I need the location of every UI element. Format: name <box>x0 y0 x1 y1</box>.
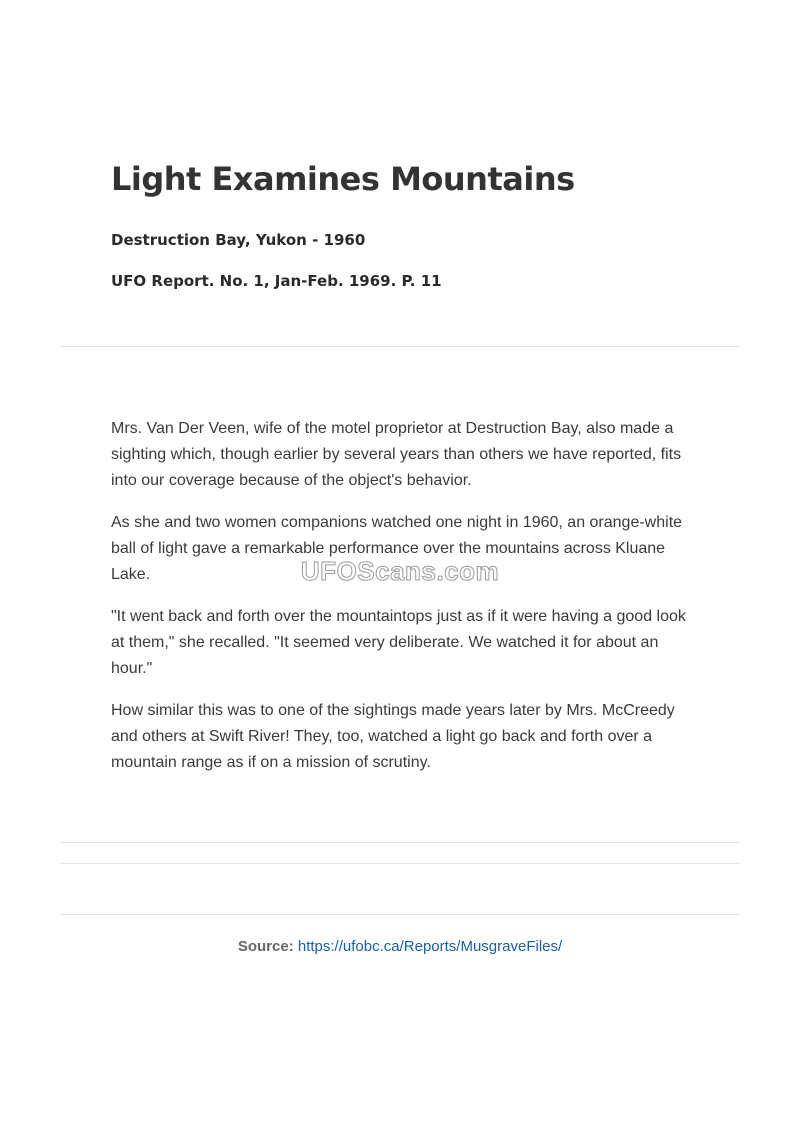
page-title: Light Examines Mountains <box>111 160 575 198</box>
source-label: Source: <box>237 938 294 955</box>
paragraph: Mrs. Van Der Veen, wife of the motel proprietor at Destruction Bay, also made a sighting which, though earlier by several years than others we have reported, fits into our coverage because of the object's behavior. <box>111 420 682 489</box>
paragraph: How similar this was to one of the sightings made years later by Mrs. McCreedy and others at Swift River! They, too, watched a light go back and forth over a mountain range as if on a mission of scrutiny. <box>111 702 675 771</box>
watermark: UFOScans.com <box>300 556 500 586</box>
article-body <box>111 416 691 792</box>
divider <box>60 914 740 915</box>
source-line <box>0 938 800 955</box>
divider <box>60 346 740 347</box>
source-link[interactable]: https://ufobc.ca/Reports/MusgraveFiles/ <box>297 938 563 955</box>
paragraph: "It went back and forth over the mountaintops just as if it were having a good look at them," she recalled. "It seemed very deliberate. We watched it for about an hour." <box>111 608 686 677</box>
report-location: Destruction Bay, Yukon - 1960 <box>111 231 366 249</box>
paragraph: As she and two women companions watched one night in 1960, an orange-white ball of light gave a remarkable performance over the mountains across Kluane Lake. <box>111 514 683 583</box>
report-citation: UFO Report. No. 1, Jan-Feb. 1969. P. 11 <box>111 272 442 290</box>
divider <box>60 863 740 864</box>
divider <box>60 842 740 843</box>
